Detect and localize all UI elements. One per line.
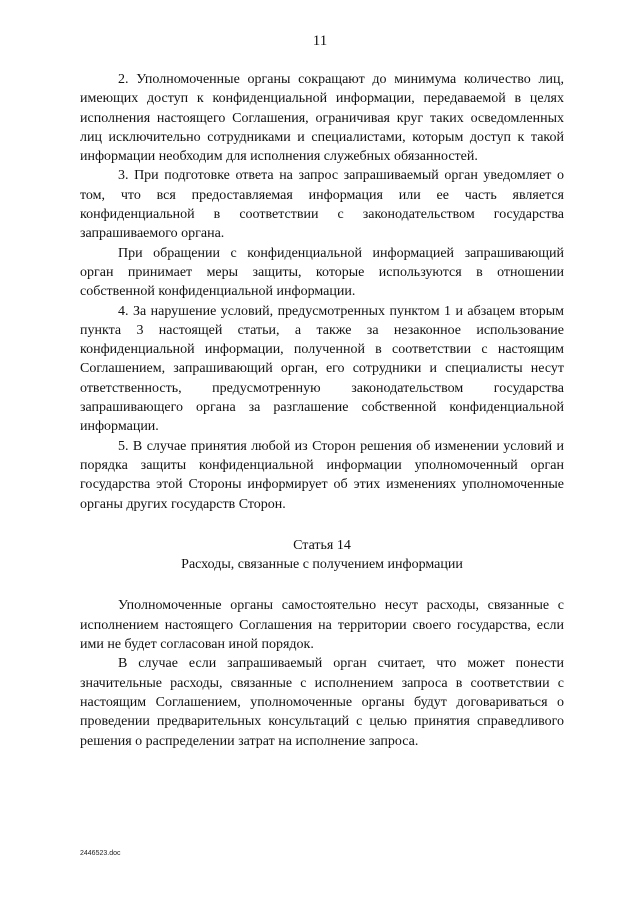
paragraph-4: 4. За нарушение условий, предусмотренных пунктом 1 и абзацем вторым пункта 3 настоящей статьи, а также за незаконное использование конфиденциальной информации, полученной в соответствии с настоящим Соглашением, запрашивающий орган, его сотрудники и специалисты несут ответственность, предусмотренную законодательством государства запрашивающего органа за разглашение собственной конфиденциальной информации. xyxy=(80,303,564,435)
paragraph-5: 5. В случае принятия любой из Сторон решения об изменении условий и порядка защиты конфиденциальной информации уполномоченный орган государства этой Стороны информирует об этих изменениях уполномоченные органы других государств Сторон. xyxy=(80,438,564,512)
article-heading xyxy=(80,536,564,575)
page-number: 11 xyxy=(312,33,328,49)
spacer xyxy=(80,574,564,596)
paragraph-3-part-2: При обращении с конфиденциальной информацией запрашивающий орган принимает меры защиты, которые используются в отношении собственной конфиденциальной информации. xyxy=(80,245,564,300)
paragraph-3: 3. При подготовке ответа на запрос запрашиваемый орган уведомляет о том, что вся предоставляемая информация или ее часть является конфиденциальной в соответствии с законодательством государства запрашиваемого органа. xyxy=(80,168,564,242)
document-body xyxy=(80,70,564,751)
paragraph-2: 2. Уполномоченные органы сокращают до минимума количество лиц, имеющих доступ к конфиденциальной информации, передаваемой в целях исполнения настоящего Соглашения, ограничивая круг таких осведомленных лиц исключительно сотрудниками и специалистами, которым доступ к такой информации необходим для исполнения служебных обязанностей. xyxy=(80,72,564,165)
article-title: Расходы, связанные с получением информации xyxy=(181,557,463,573)
article-number: Статья 14 xyxy=(293,537,351,553)
article-14-paragraph-1: Уполномоченные органы самостоятельно несут расходы, связанные с исполнением настоящего Соглашения на территории своего государства, если ими не будет согласован иной порядок. xyxy=(80,598,564,653)
article-14-paragraph-2: В случае если запрашиваемый орган считает, что может понести значительные расходы, связанные с исполнением запроса в соответствии с настоящим Соглашением, уполномоченные органы будут договариваться о проведении предварительных консультаций с целью принятия справедливого решения о распределении затрат на исполнение запроса. xyxy=(80,656,564,749)
file-name-footer: 2446523.doc xyxy=(80,850,121,857)
